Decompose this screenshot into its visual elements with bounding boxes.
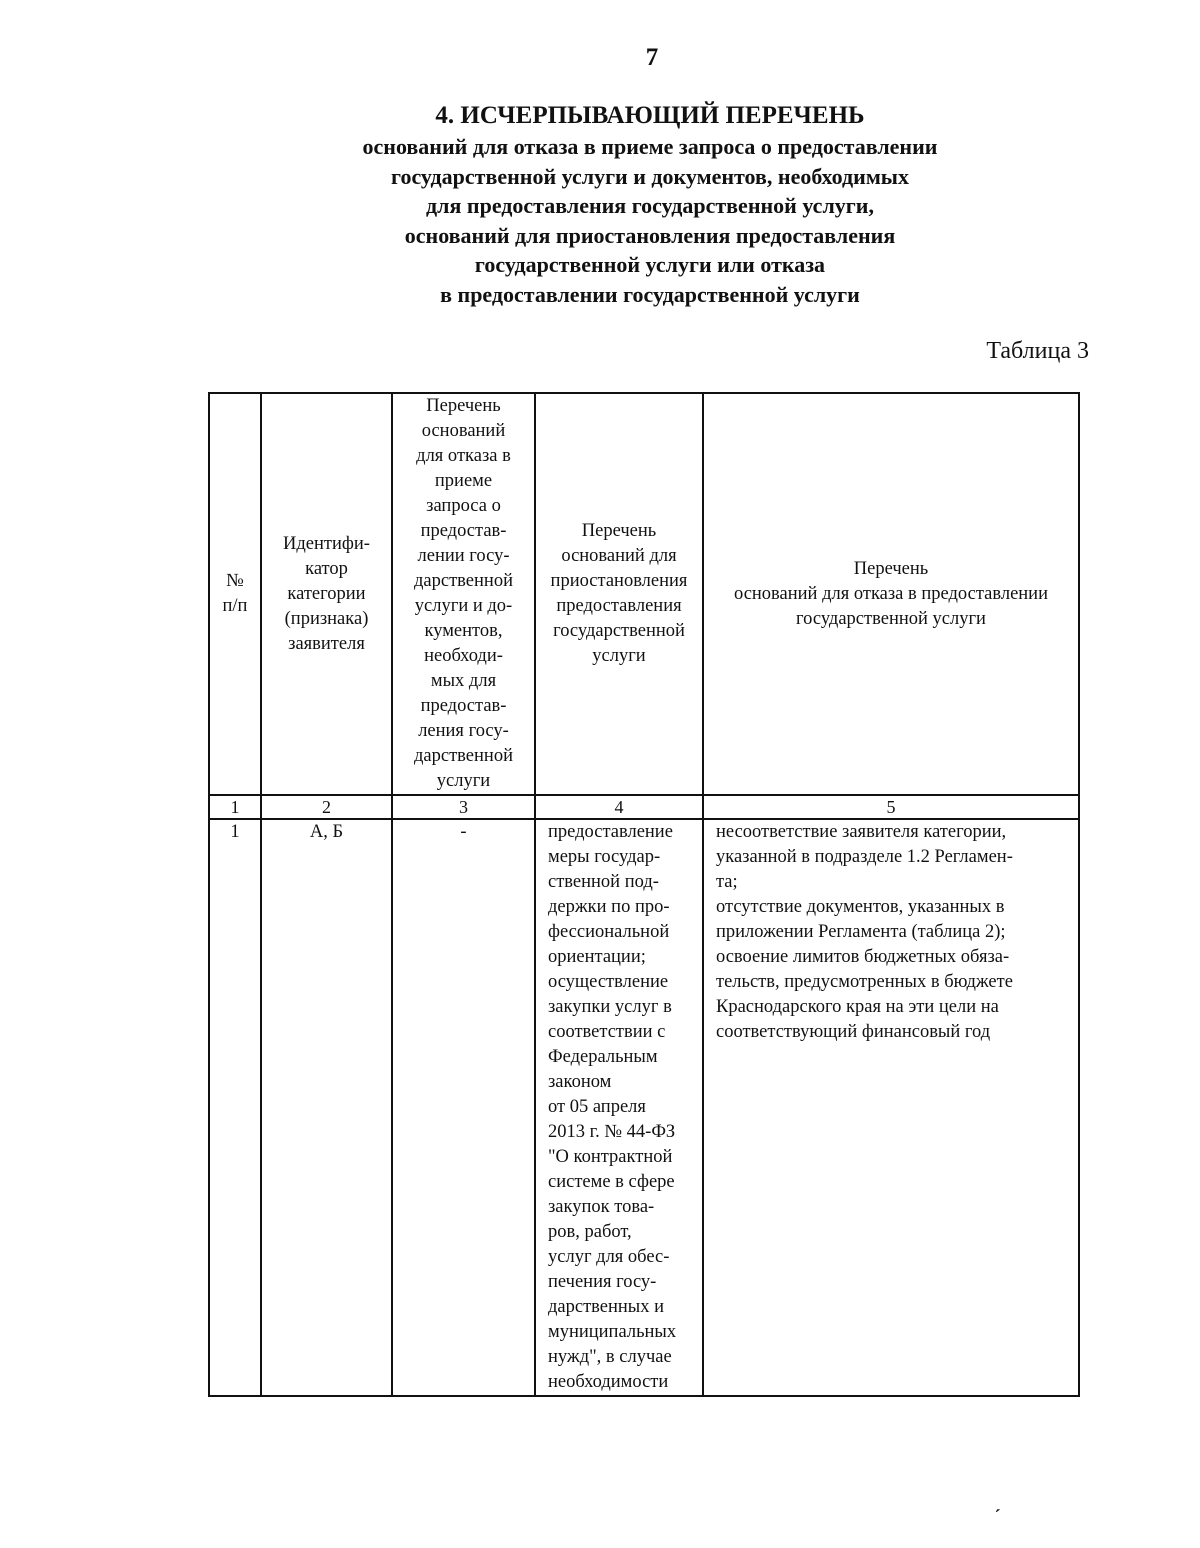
section-heading [250,100,1050,309]
refusal-grounds-table [208,392,1080,1397]
refusal-reception-cell: - [392,819,535,1396]
heading-line: государственной услуги или отказа [474,252,826,277]
heading-line: оснований для приостановления предоставления [404,222,896,248]
header-cell-refusal-reception: Перечень оснований для отказа в приеме запроса о предостав- лении госу- дарственной услуги и до- кументов, необходи- мых для предостав- ления госу- дарственной услуги [392,393,535,795]
row-number-cell: 1 [209,819,261,1396]
table-row [209,819,1079,1396]
heading-title: 4. ИСЧЕРПЫВАЮЩИЙ ПЕРЕЧЕНЬ [435,102,865,129]
stray-mark: ˏ [995,1492,1001,1512]
column-number-cell: 2 [261,795,392,819]
column-number-cell: 5 [703,795,1079,819]
table-header-row [209,393,1079,795]
heading-line: государственной услуги и документов, необходимых [391,163,909,189]
table-label: Таблица 3 [986,338,1089,364]
heading-line: для предоставления государственной услуги, [426,193,874,218]
heading-line: оснований для отказа в приеме запроса о предоставлении [362,134,938,159]
column-number-cell: 3 [392,795,535,819]
header-cell-refusal-provision: Перечень оснований для отказа в предоставлении государственной услуги [703,393,1079,795]
column-number-cell: 1 [209,795,261,819]
refusal-provision-cell: несоответствие заявителя категории, указанной в подразделе 1.2 Регламен- та; отсутствие документов, указанных в приложении Регламента (таблица 2); освоение лимитов бюджетных обяза- тельств, предусмотренных в бюджете Краснодарского края на эти цели на соответствующий финансовый год [703,819,1079,1396]
header-cell-suspension: Перечень оснований для приостановления предоставления государственной услуги [535,393,703,795]
column-number-row [209,795,1079,819]
suspension-cell: предоставление меры государ- ственной под- держки по про- фессиональной ориентации; осуществление закупки услуг в соответствии с Федеральным законом от 05 апреля 2013 г. № 44-ФЗ "О контрактной системе в сфере закупок това- ров, работ, услуг для обес- печения госу- дарственных и муниципальных нужд", в случае необходимости [535,819,703,1396]
category-cell: А, Б [261,819,392,1396]
column-number-cell: 4 [535,795,703,819]
heading-line: в предоставлении государственной услуги [440,281,860,307]
page-number: 7 [645,44,659,71]
header-cell-category: Идентифи- катор категории (признака) заявителя [261,393,392,795]
header-cell-number: № п/п [209,393,261,795]
